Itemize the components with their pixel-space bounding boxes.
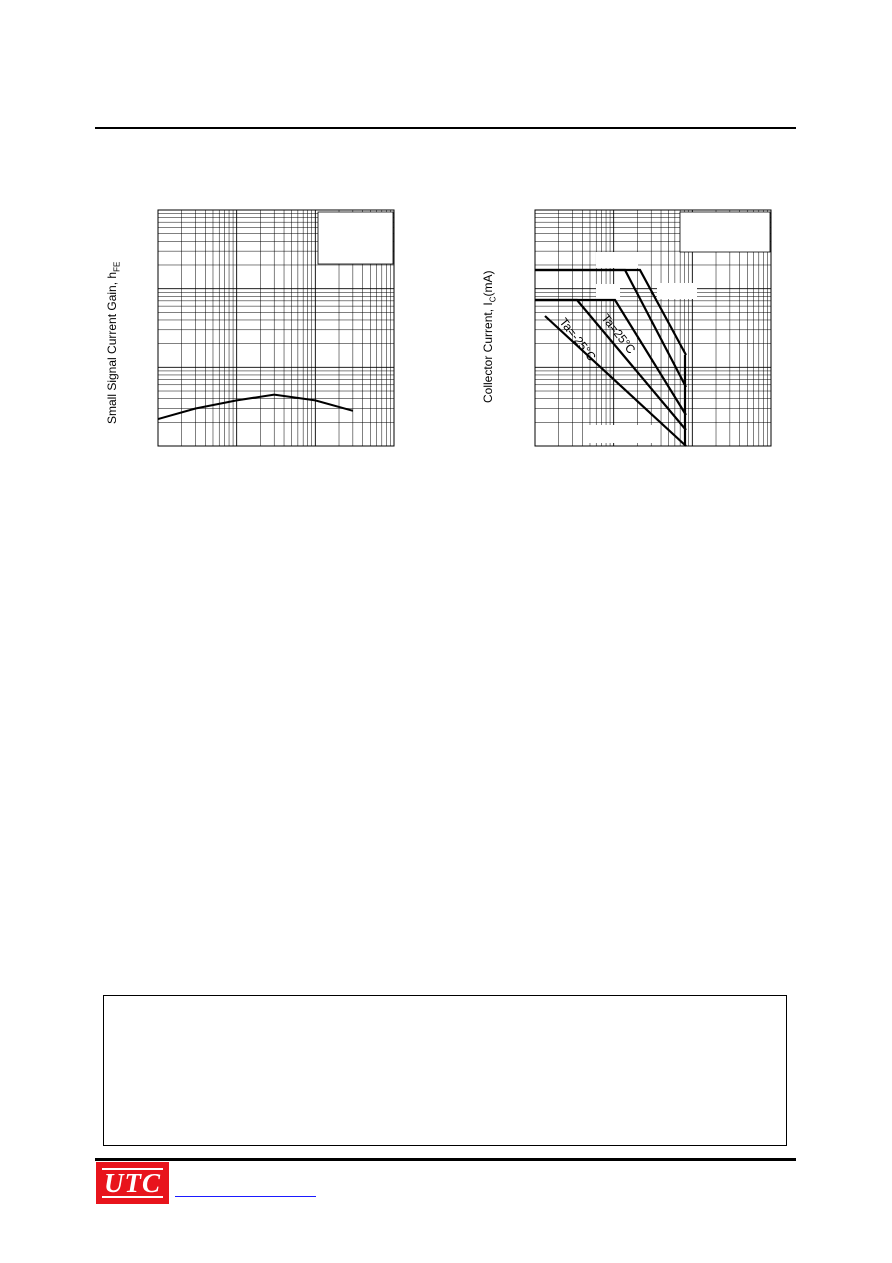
ic-plot <box>0 0 892 500</box>
ic-y-axis-label: Collector Current, $I_C(mA)$ <box>481 270 498 403</box>
ic-label-box-4 <box>587 425 655 443</box>
ic-label-box-1 <box>596 252 638 268</box>
ic-legend-box <box>680 212 770 252</box>
ann-ta-neg25: Ta=-25°C <box>556 315 599 364</box>
hfe-y-axis-label: Small Signal Current Gain, $h_{FE}$ <box>105 261 122 424</box>
ic-chart <box>0 0 892 500</box>
website-link-underline[interactable] <box>175 1196 316 1197</box>
notice-box <box>103 995 787 1146</box>
ic-label-box-2 <box>596 284 620 300</box>
utc-logo: UTC <box>96 1162 169 1204</box>
ann-ta-25: Ta=25°C <box>598 311 639 357</box>
footer-rule <box>95 1158 796 1161</box>
ic-label-box-3 <box>657 283 697 299</box>
